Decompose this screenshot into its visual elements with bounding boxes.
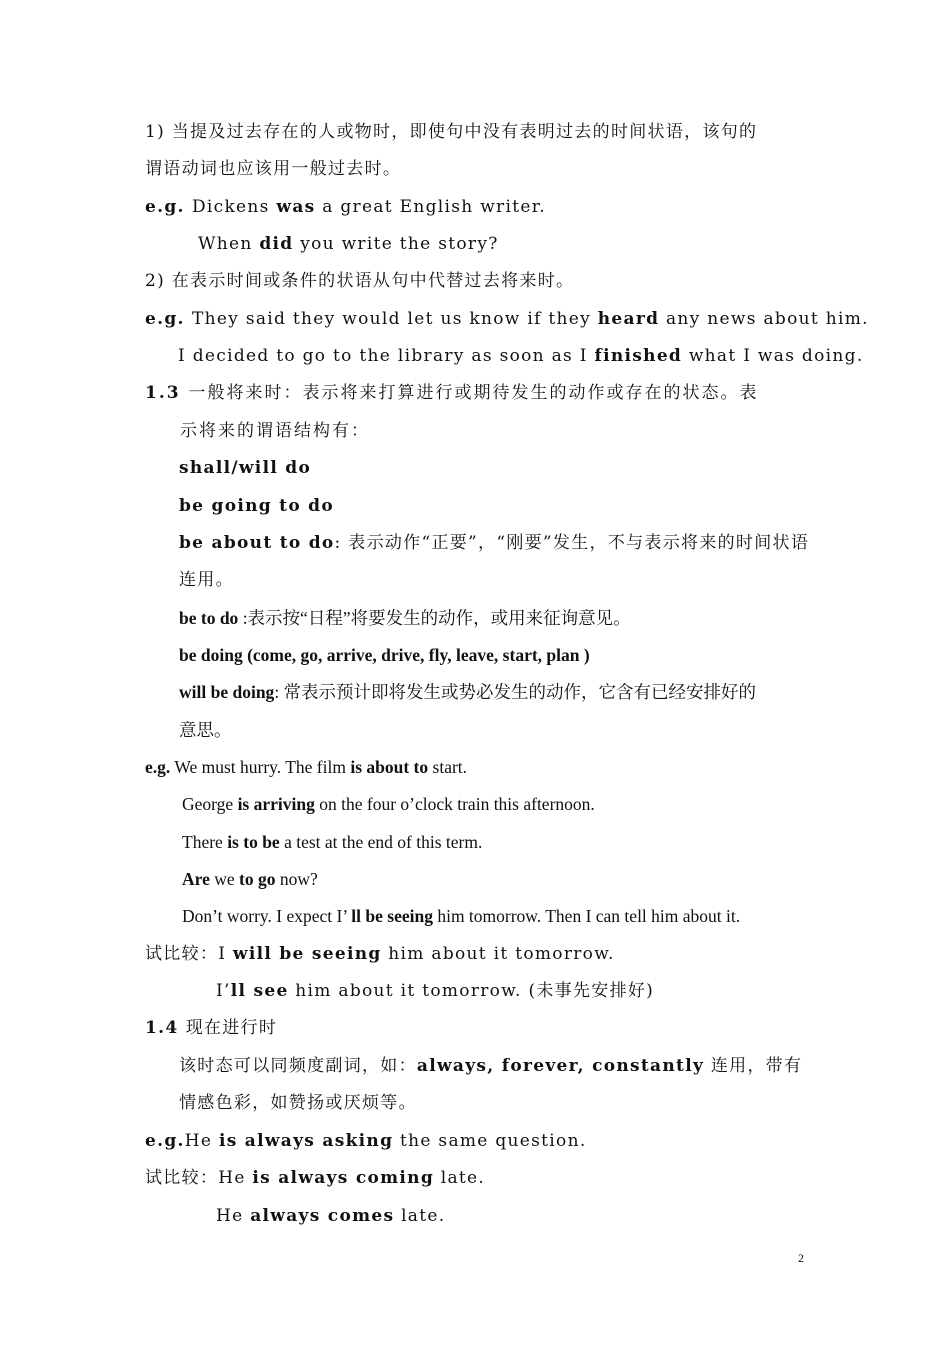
bold-run: be to do: [179, 608, 239, 628]
text-run: him about it tomorrow.: [381, 944, 615, 964]
text-run: a great English writer.: [315, 197, 546, 217]
text-line: [216, 980, 654, 1002]
text-run: 连用。: [179, 570, 234, 590]
bold-run: be doing (come, go, arrive, drive, fly, leave, start, plan ): [179, 645, 590, 665]
text-run: 该时态可以同频度副词，如：: [179, 1056, 417, 1076]
bold-run: ll be seeing: [351, 906, 433, 926]
bold-run: always, forever, constantly: [416, 1056, 705, 1076]
text-line: [182, 831, 482, 853]
text-run: 谓语动词也应该用一般过去时。: [145, 159, 402, 179]
text-run: start.: [428, 757, 468, 777]
bold-run: will be seeing: [232, 944, 382, 964]
text-line: [179, 644, 590, 666]
text-line: [145, 196, 546, 218]
text-line: [145, 1167, 485, 1189]
text-run: I’: [216, 981, 231, 1001]
bold-run: to go: [239, 869, 276, 889]
bold-run: will be doing: [179, 682, 275, 702]
bold-run: 1.3: [145, 383, 189, 403]
text-run: 试比较：I: [145, 944, 233, 964]
text-line: [145, 308, 869, 330]
text-run: George: [182, 794, 238, 814]
text-run: Don’t worry. I expect I’: [182, 906, 352, 926]
text-run: I decided to go to the library as soon as I: [178, 346, 595, 366]
bold-run: is about to: [350, 757, 429, 777]
text-run: on the four o’clock train this afternoon.: [314, 794, 595, 814]
bold-run: e.g.: [145, 309, 192, 329]
page-number: 2: [798, 1251, 804, 1265]
text-run: the same question.: [393, 1131, 587, 1151]
bold-run: e.g.: [145, 1131, 185, 1151]
text-line: [145, 1130, 587, 1152]
bold-run: is arriving: [237, 794, 315, 814]
text-run: 现在进行时: [185, 1018, 278, 1038]
text-run: late.: [394, 1206, 446, 1226]
bold-run: was: [276, 197, 316, 217]
text-line: [145, 158, 401, 180]
bold-run: ll see: [230, 981, 289, 1001]
text-run: :表示按“日程”将要发生的动作，或用来征询意见。: [238, 608, 631, 628]
bold-run: heard: [597, 309, 660, 329]
text-run: a test at the end of this term.: [279, 832, 483, 852]
text-run: There: [182, 832, 228, 852]
text-run: 情感色彩，如赞扬或厌烦等。: [179, 1093, 417, 1113]
bold-run: e.g.: [145, 757, 171, 777]
text-run: late.: [434, 1168, 486, 1188]
text-line: [145, 382, 759, 404]
bold-run: Are: [182, 869, 210, 889]
text-line: [179, 457, 311, 479]
text-line: [179, 495, 334, 517]
text-run: 一般将来时：表示将来打算进行或期待发生的动作或存在的状态。表: [188, 383, 759, 403]
text-run: 连用，带有: [704, 1056, 803, 1076]
bold-run: be about to do: [179, 533, 335, 553]
bold-run: did: [259, 234, 294, 254]
text-line: [179, 569, 234, 591]
text-run: He: [184, 1131, 219, 1151]
text-line: [198, 233, 499, 255]
text-line: [216, 1205, 445, 1227]
text-run: : 表示动作“正要”，“刚要”发生，不与表示将来的时间状语: [334, 533, 810, 553]
bold-run: always comes: [250, 1206, 395, 1226]
text-run: any news about him.: [659, 309, 869, 329]
bold-run: is to be: [227, 832, 280, 852]
text-run: 1) 当提及过去存在的人或物时，即使句中没有表明过去的时间状语，该句的: [145, 122, 758, 142]
text-line: [145, 1017, 277, 1039]
bold-run: is always asking: [218, 1131, 394, 1151]
bold-run: finished: [594, 346, 683, 366]
text-line: [179, 719, 232, 741]
bold-run: 1.4: [145, 1018, 186, 1038]
text-run: We must hurry. The film: [170, 757, 351, 777]
text-line: [145, 756, 467, 778]
bold-run: is always coming: [252, 1168, 435, 1188]
text-run: you write the story?: [293, 234, 499, 254]
bold-run: e.g.: [145, 197, 192, 217]
text-run: They said they would let us know if they: [191, 309, 598, 329]
text-line: [179, 607, 631, 629]
text-line: [179, 1092, 417, 1114]
text-run: Dickens: [191, 197, 277, 217]
text-line: [145, 943, 615, 965]
text-run: 示将来的谓语结构有：: [180, 421, 370, 441]
text-run: 意思。: [179, 720, 232, 740]
text-run: him about it tomorrow. (未事先安排好): [288, 981, 655, 1001]
text-line: [179, 1055, 802, 1077]
text-run: 2) 在表示时间或条件的状语从句中代替过去将来时。: [145, 271, 575, 291]
text-line: [182, 905, 740, 927]
text-run: When: [198, 234, 260, 254]
text-line: [178, 345, 864, 367]
text-run: him tomorrow. Then I can tell him about it.: [432, 906, 741, 926]
bold-run: be going to do: [179, 496, 335, 516]
text-line: [179, 532, 809, 554]
text-run: now?: [275, 869, 318, 889]
text-line: [182, 793, 595, 815]
text-run: what I was doing.: [682, 346, 864, 366]
text-line: [180, 420, 370, 442]
text-line: [145, 121, 757, 143]
text-run: : 常表示预计即将发生或势必发生的动作，它含有已经安排好的: [274, 682, 757, 702]
text-run: we: [209, 869, 240, 889]
text-line: [182, 868, 318, 890]
text-line: [145, 270, 574, 292]
bold-run: shall/will do: [179, 458, 312, 478]
text-run: 试比较：He: [145, 1168, 253, 1188]
text-line: [179, 681, 756, 703]
text-run: He: [216, 1206, 251, 1226]
